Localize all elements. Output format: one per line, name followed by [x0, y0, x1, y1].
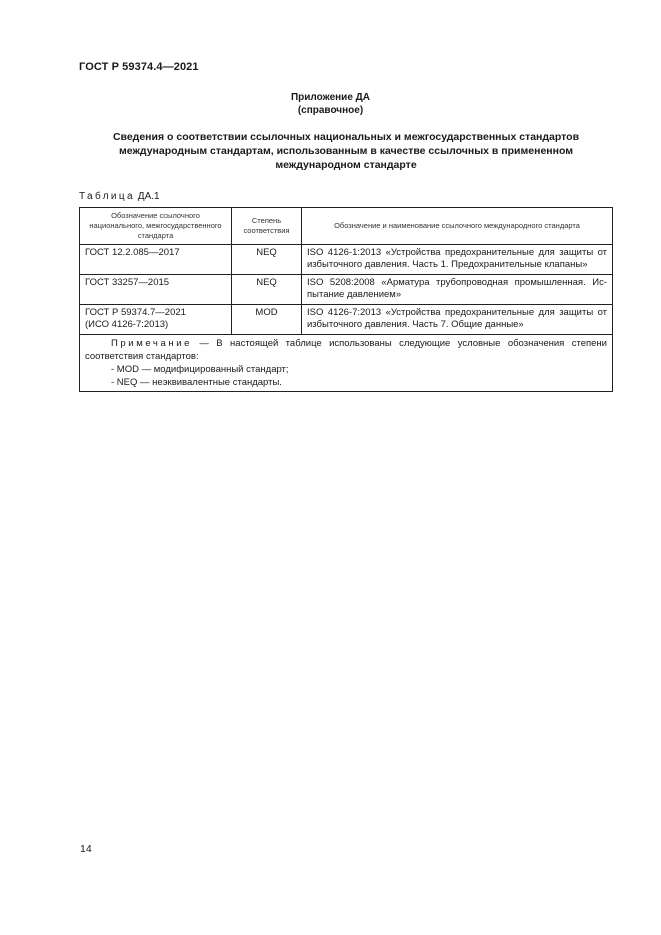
- national-standard-alt-code: (ИСО 4126-7:2013): [85, 319, 169, 330]
- appendix-title: Приложение ДА: [290, 92, 371, 103]
- document-code-header: ГОСТ Р 59374.4—2021: [79, 61, 199, 73]
- national-standard-cell: [80, 275, 232, 305]
- note-text: — В настоящей таблице использованы следующие условные обозначения степени соответствия стандартов:: [85, 338, 607, 362]
- international-standard-cell: ISO 5208:2008 «Арматура трубопроводная промышленная. Ис-пытание давлением»: [302, 275, 613, 305]
- table-note-row: [80, 335, 613, 392]
- table-caption-label: Таблица: [79, 191, 136, 202]
- degree-cell: NEQ: [232, 245, 302, 275]
- column-header-degree: Степень соответствия: [232, 208, 302, 245]
- national-standard-code: ГОСТ 33257—2015: [85, 277, 170, 288]
- section-heading-line-1: Сведения о соответствии ссылочных национальных и межгосударственных стандартов: [112, 131, 580, 143]
- note-label: Примечание: [111, 338, 192, 349]
- international-standard-cell: ISO 4126-1:2013 «Устройства предохранительные для защиты от избыточного давления. Часть 1. Предохранительные клапаны»: [302, 245, 613, 275]
- note-intro: [85, 337, 607, 363]
- table-row: [80, 275, 613, 305]
- national-standard-cell: [80, 305, 232, 335]
- section-heading-line-3: международном стандарте: [275, 159, 417, 171]
- page-number: 14: [80, 843, 92, 855]
- table-note: [80, 335, 613, 392]
- appendix-subtitle: (справочное): [297, 105, 364, 116]
- section-heading-line-2: международным стандартам, использованным в качестве ссылочных в примененном: [118, 145, 574, 157]
- table-row: [80, 305, 613, 335]
- degree-cell: MOD: [232, 305, 302, 335]
- appendix-title-block: [0, 91, 661, 117]
- national-standard-code: ГОСТ 12.2.085—2017: [85, 247, 180, 258]
- national-standard-cell: [80, 245, 232, 275]
- column-header-national-standard: Обозначение ссылочного национального, межгосударственного стандарта: [80, 208, 232, 245]
- note-item-mod: - MOD — модифицированный стандарт;: [111, 364, 289, 375]
- table-caption: [79, 191, 160, 202]
- national-standard-code: ГОСТ Р 59374.7—2021: [85, 307, 186, 318]
- degree-cell: NEQ: [232, 275, 302, 305]
- section-heading: [90, 130, 602, 172]
- table-row: [80, 245, 613, 275]
- table-header-row: [80, 208, 613, 245]
- column-header-international-standard: Обозначение и наименование ссылочного международного стандарта: [302, 208, 613, 245]
- international-standard-cell: ISO 4126-7:2013 «Устройства предохранительные для защиты от избыточного давления. Часть 7. Общие данные»: [302, 305, 613, 335]
- table-caption-number: ДА.1: [137, 191, 160, 202]
- standards-correspondence-table: [79, 207, 613, 392]
- note-item-neq: - NEQ — неэквивалентные стандарты.: [111, 377, 282, 388]
